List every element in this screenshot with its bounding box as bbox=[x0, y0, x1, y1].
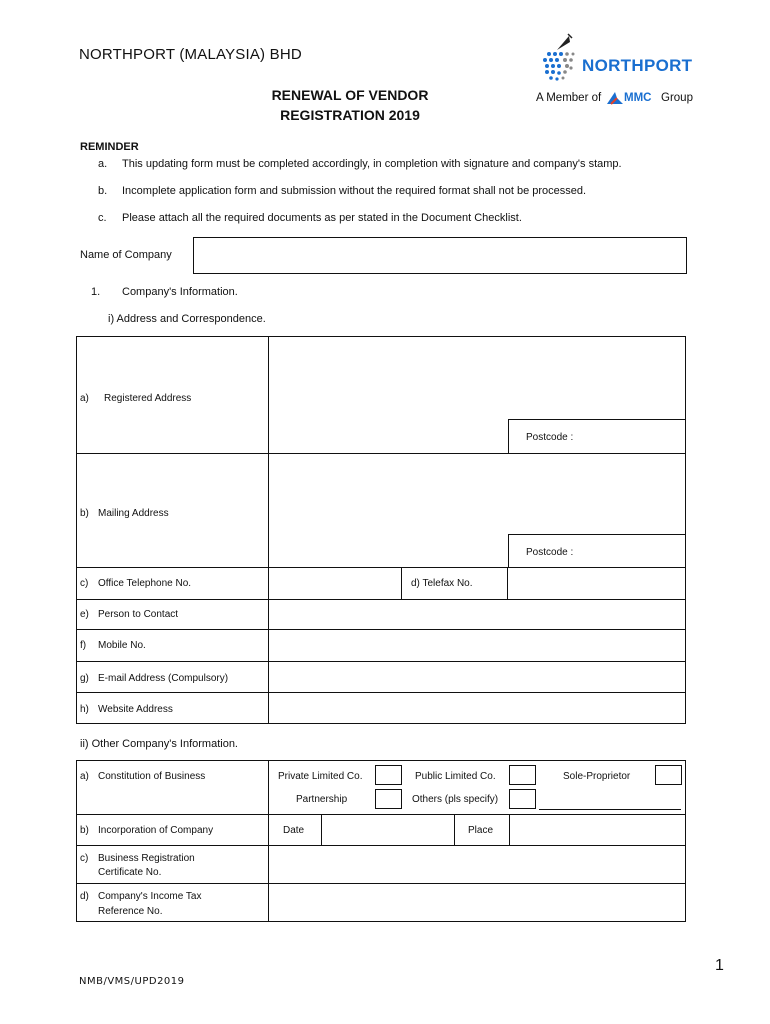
reminder-item-b: Incomplete application form and submission without the required format shall not be processed. bbox=[122, 185, 587, 197]
contact-label: Person to Contact bbox=[98, 609, 179, 620]
reminder-marker-c: c. bbox=[98, 212, 107, 224]
form-title-line1: RENEWAL OF VENDOR bbox=[271, 87, 429, 103]
registered-address-marker: a) bbox=[80, 393, 89, 404]
tax-input[interactable] bbox=[269, 884, 685, 921]
option-public-limited-checkbox[interactable] bbox=[509, 765, 536, 785]
telefax-label: d) Telefax No. bbox=[411, 578, 473, 589]
registration-input[interactable] bbox=[269, 846, 685, 883]
mobile-input[interactable] bbox=[269, 630, 685, 661]
incorporation-date-input[interactable] bbox=[322, 815, 455, 845]
incorporation-place-label: Place bbox=[468, 825, 494, 836]
page-number: 1 bbox=[715, 957, 724, 974]
mailing-address-marker: b) bbox=[80, 508, 89, 519]
others-specify-line[interactable] bbox=[539, 809, 681, 810]
incorporation-label: Incorporation of Company bbox=[98, 825, 214, 836]
document-code: NMB/VMS/UPD2019 bbox=[79, 976, 185, 987]
registration-marker: c) bbox=[80, 853, 89, 864]
contact-marker: e) bbox=[80, 609, 89, 620]
option-private-limited-checkbox[interactable] bbox=[375, 765, 402, 785]
option-others-label: Others (pls specify) bbox=[412, 794, 499, 805]
email-marker: g) bbox=[80, 673, 89, 684]
reminder-marker-a: a. bbox=[98, 158, 108, 170]
option-sole-proprietor-checkbox[interactable] bbox=[655, 765, 682, 785]
website-marker: h) bbox=[80, 704, 89, 715]
mailing-address-label: Mailing Address bbox=[98, 508, 169, 519]
option-partnership-checkbox[interactable] bbox=[375, 789, 402, 809]
website-label: Website Address bbox=[98, 704, 173, 715]
telephone-marker: c) bbox=[80, 578, 89, 589]
constitution-label: Constitution of Business bbox=[98, 771, 206, 782]
logo-group-text: Group bbox=[661, 92, 693, 104]
logo-mmc-text: MMC bbox=[624, 92, 652, 104]
email-input[interactable] bbox=[269, 662, 685, 692]
tax-label-line2: Reference No. bbox=[98, 906, 163, 917]
company-name-header: NORTHPORT (MALAYSIA) BHD bbox=[79, 46, 302, 63]
registered-postcode-field[interactable]: Postcode : bbox=[508, 419, 685, 453]
section-number: 1. bbox=[91, 286, 101, 298]
other-info-table bbox=[76, 760, 686, 922]
incorporation-date-label-cell bbox=[269, 815, 322, 845]
company-name-label: Name of Company bbox=[80, 249, 172, 261]
incorporation-place-input[interactable] bbox=[510, 815, 685, 845]
company-name-input[interactable] bbox=[193, 237, 687, 274]
registered-address-input[interactable] bbox=[269, 337, 685, 419]
mailing-postcode-field[interactable]: Postcode : bbox=[508, 534, 685, 567]
website-input[interactable] bbox=[269, 693, 685, 723]
mailing-address-input[interactable] bbox=[269, 454, 685, 534]
registered-address-label: Registered Address bbox=[104, 393, 192, 404]
option-partnership-label: Partnership bbox=[296, 794, 348, 805]
form-title-line2: REGISTRATION 2019 bbox=[280, 107, 420, 123]
logo-member-text: A Member of bbox=[536, 92, 602, 104]
reminder-heading: REMINDER bbox=[80, 141, 139, 153]
reminder-marker-b: b. bbox=[98, 185, 108, 197]
email-label: E-mail Address (Compulsory) bbox=[98, 673, 229, 684]
tax-label-line1: Company's Income Tax bbox=[98, 891, 202, 902]
telephone-input[interactable] bbox=[269, 568, 402, 599]
constitution-marker: a) bbox=[80, 771, 89, 782]
option-public-limited-label: Public Limited Co. bbox=[415, 771, 496, 782]
northport-logo bbox=[533, 32, 703, 112]
subsection-other-title: ii) Other Company's Information. bbox=[80, 738, 238, 750]
registration-label-line1: Business Registration bbox=[98, 853, 195, 864]
tax-marker: d) bbox=[80, 891, 89, 902]
option-others-checkbox[interactable] bbox=[509, 789, 536, 809]
telephone-label: Office Telephone No. bbox=[98, 578, 192, 589]
section-title: Company's Information. bbox=[122, 286, 238, 298]
globe-logo-icon bbox=[537, 32, 579, 90]
address-table bbox=[76, 336, 686, 724]
telefax-input[interactable] bbox=[509, 568, 685, 599]
subsection-address-title: i) Address and Correspondence. bbox=[108, 313, 266, 325]
logo-wordmark: NORTHPORT bbox=[582, 56, 693, 75]
registration-label-line2: Certificate No. bbox=[98, 867, 162, 878]
mmc-triangle-icon bbox=[605, 90, 625, 106]
mobile-label: Mobile No. bbox=[98, 640, 146, 651]
option-private-limited-label: Private Limited Co. bbox=[278, 771, 363, 782]
incorporation-marker: b) bbox=[80, 825, 89, 836]
reminder-item-c: Please attach all the required documents as per stated in the Document Checklist. bbox=[122, 212, 522, 224]
option-sole-proprietor-label: Sole-Proprietor bbox=[563, 771, 631, 782]
telefax-label-cell bbox=[402, 568, 508, 599]
contact-input[interactable] bbox=[269, 600, 685, 629]
reminder-item-a: This updating form must be completed accordingly, in completion with signature and company's stamp. bbox=[122, 158, 622, 170]
incorporation-place-label-cell bbox=[455, 815, 510, 845]
mobile-marker: f) bbox=[80, 640, 87, 651]
incorporation-date-label: Date bbox=[283, 825, 305, 836]
